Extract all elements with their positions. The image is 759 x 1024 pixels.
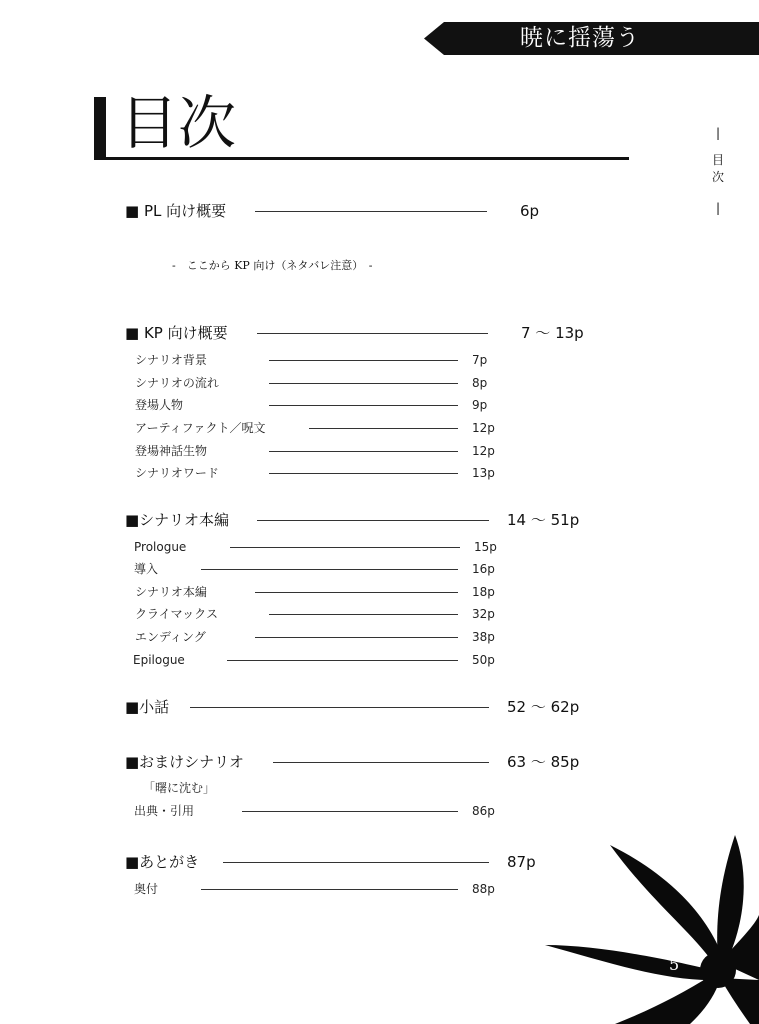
toc-item-page: 12p — [472, 421, 495, 435]
toc-item-page: 16p — [472, 562, 495, 576]
leader-line — [309, 428, 458, 429]
leader-line — [242, 811, 458, 812]
toc-item-label[interactable]: シナリオ背景 — [135, 353, 207, 367]
leader-line — [223, 862, 489, 863]
leader-line — [190, 707, 489, 708]
leader-line — [255, 637, 458, 638]
toc-section-label[interactable]: ■おまけシナリオ — [125, 753, 245, 771]
toc-section-label[interactable]: ■ PL 向け概要 — [125, 202, 227, 220]
book-title: 暁に揺蕩う — [520, 25, 640, 51]
leader-line — [230, 547, 460, 548]
side-label-char: 次 — [711, 170, 724, 184]
toc-item-page: 86p — [472, 804, 495, 818]
leader-line — [269, 473, 458, 474]
page-number: 5 — [669, 955, 680, 974]
toc-item-label[interactable]: 登場神話生物 — [135, 444, 208, 458]
leader-line — [269, 405, 458, 406]
toc-item-page: 32p — [472, 607, 495, 621]
toc-item-label[interactable]: シナリオワード — [135, 466, 219, 480]
leader-line — [269, 360, 458, 361]
toc-section-label[interactable]: ■ KP 向け概要 — [125, 324, 228, 342]
toc-item-page: 13p — [472, 466, 495, 480]
leader-line — [255, 211, 487, 212]
toc-item-page: 9p — [472, 398, 488, 412]
toc-section-page: 6p — [520, 202, 540, 220]
toc-section-page: 63 ～ 85p — [507, 753, 580, 771]
toc-item-label[interactable]: 奥付 — [134, 882, 159, 896]
leader-line — [257, 520, 489, 521]
maple-leaf-decoration — [540, 830, 759, 1024]
side-bar-top: | — [715, 126, 721, 140]
page-title: 目次 — [120, 89, 237, 157]
toc-item-label[interactable]: Prologue — [134, 540, 187, 554]
toc-item-page: 12p — [472, 444, 495, 458]
leader-line — [227, 660, 458, 661]
leader-line — [255, 592, 458, 593]
side-bar-bottom: | — [715, 201, 721, 215]
toc-item-label[interactable]: クライマックス — [135, 607, 219, 621]
toc-section-page: 14 ～ 51p — [507, 511, 580, 529]
toc-item-label[interactable]: エンディング — [135, 630, 206, 644]
toc-item-label[interactable]: シナリオの流れ — [135, 376, 219, 390]
toc-item-page: 38p — [472, 630, 495, 644]
toc-section-page: 52 ～ 62p — [507, 698, 580, 716]
side-label-char: 目 — [711, 153, 724, 167]
spoiler-note: - ここから KP 向け（ネタバレ注意） - — [172, 259, 373, 272]
title-underline — [94, 157, 629, 160]
toc-item-label[interactable]: Epilogue — [133, 653, 185, 667]
toc-item-page: 50p — [472, 653, 495, 667]
bonus-scenario-subtitle: 「曙に沈む」 — [143, 781, 216, 795]
toc-item-page: 88p — [472, 882, 495, 896]
toc-item-label[interactable]: シナリオ本編 — [135, 585, 207, 599]
toc-section-label[interactable]: ■あとがき — [125, 853, 200, 871]
leader-line — [273, 762, 489, 763]
leader-line — [201, 889, 458, 890]
toc-item-page: 8p — [472, 376, 488, 390]
leader-line — [257, 333, 488, 334]
toc-item-page: 7p — [472, 353, 488, 367]
toc-item-label[interactable]: 導入 — [134, 562, 159, 576]
toc-item-page: 18p — [472, 585, 495, 599]
toc-item-label[interactable]: アーティファクト／呪文 — [135, 421, 266, 435]
leader-line — [269, 383, 458, 384]
toc-section-label[interactable]: ■小話 — [125, 698, 170, 716]
toc-section-page: 7 ～ 13p — [521, 324, 584, 342]
toc-item-label[interactable]: 登場人物 — [135, 398, 184, 412]
leader-line — [269, 614, 458, 615]
toc-item-label[interactable]: 出典・引用 — [134, 804, 195, 818]
toc-section-page: 87p — [507, 853, 536, 871]
title-bar — [94, 97, 106, 160]
leader-line — [201, 569, 458, 570]
leader-line — [269, 451, 458, 452]
toc-item-page: 15p — [474, 540, 497, 554]
toc-section-label[interactable]: ■シナリオ本編 — [125, 511, 230, 529]
